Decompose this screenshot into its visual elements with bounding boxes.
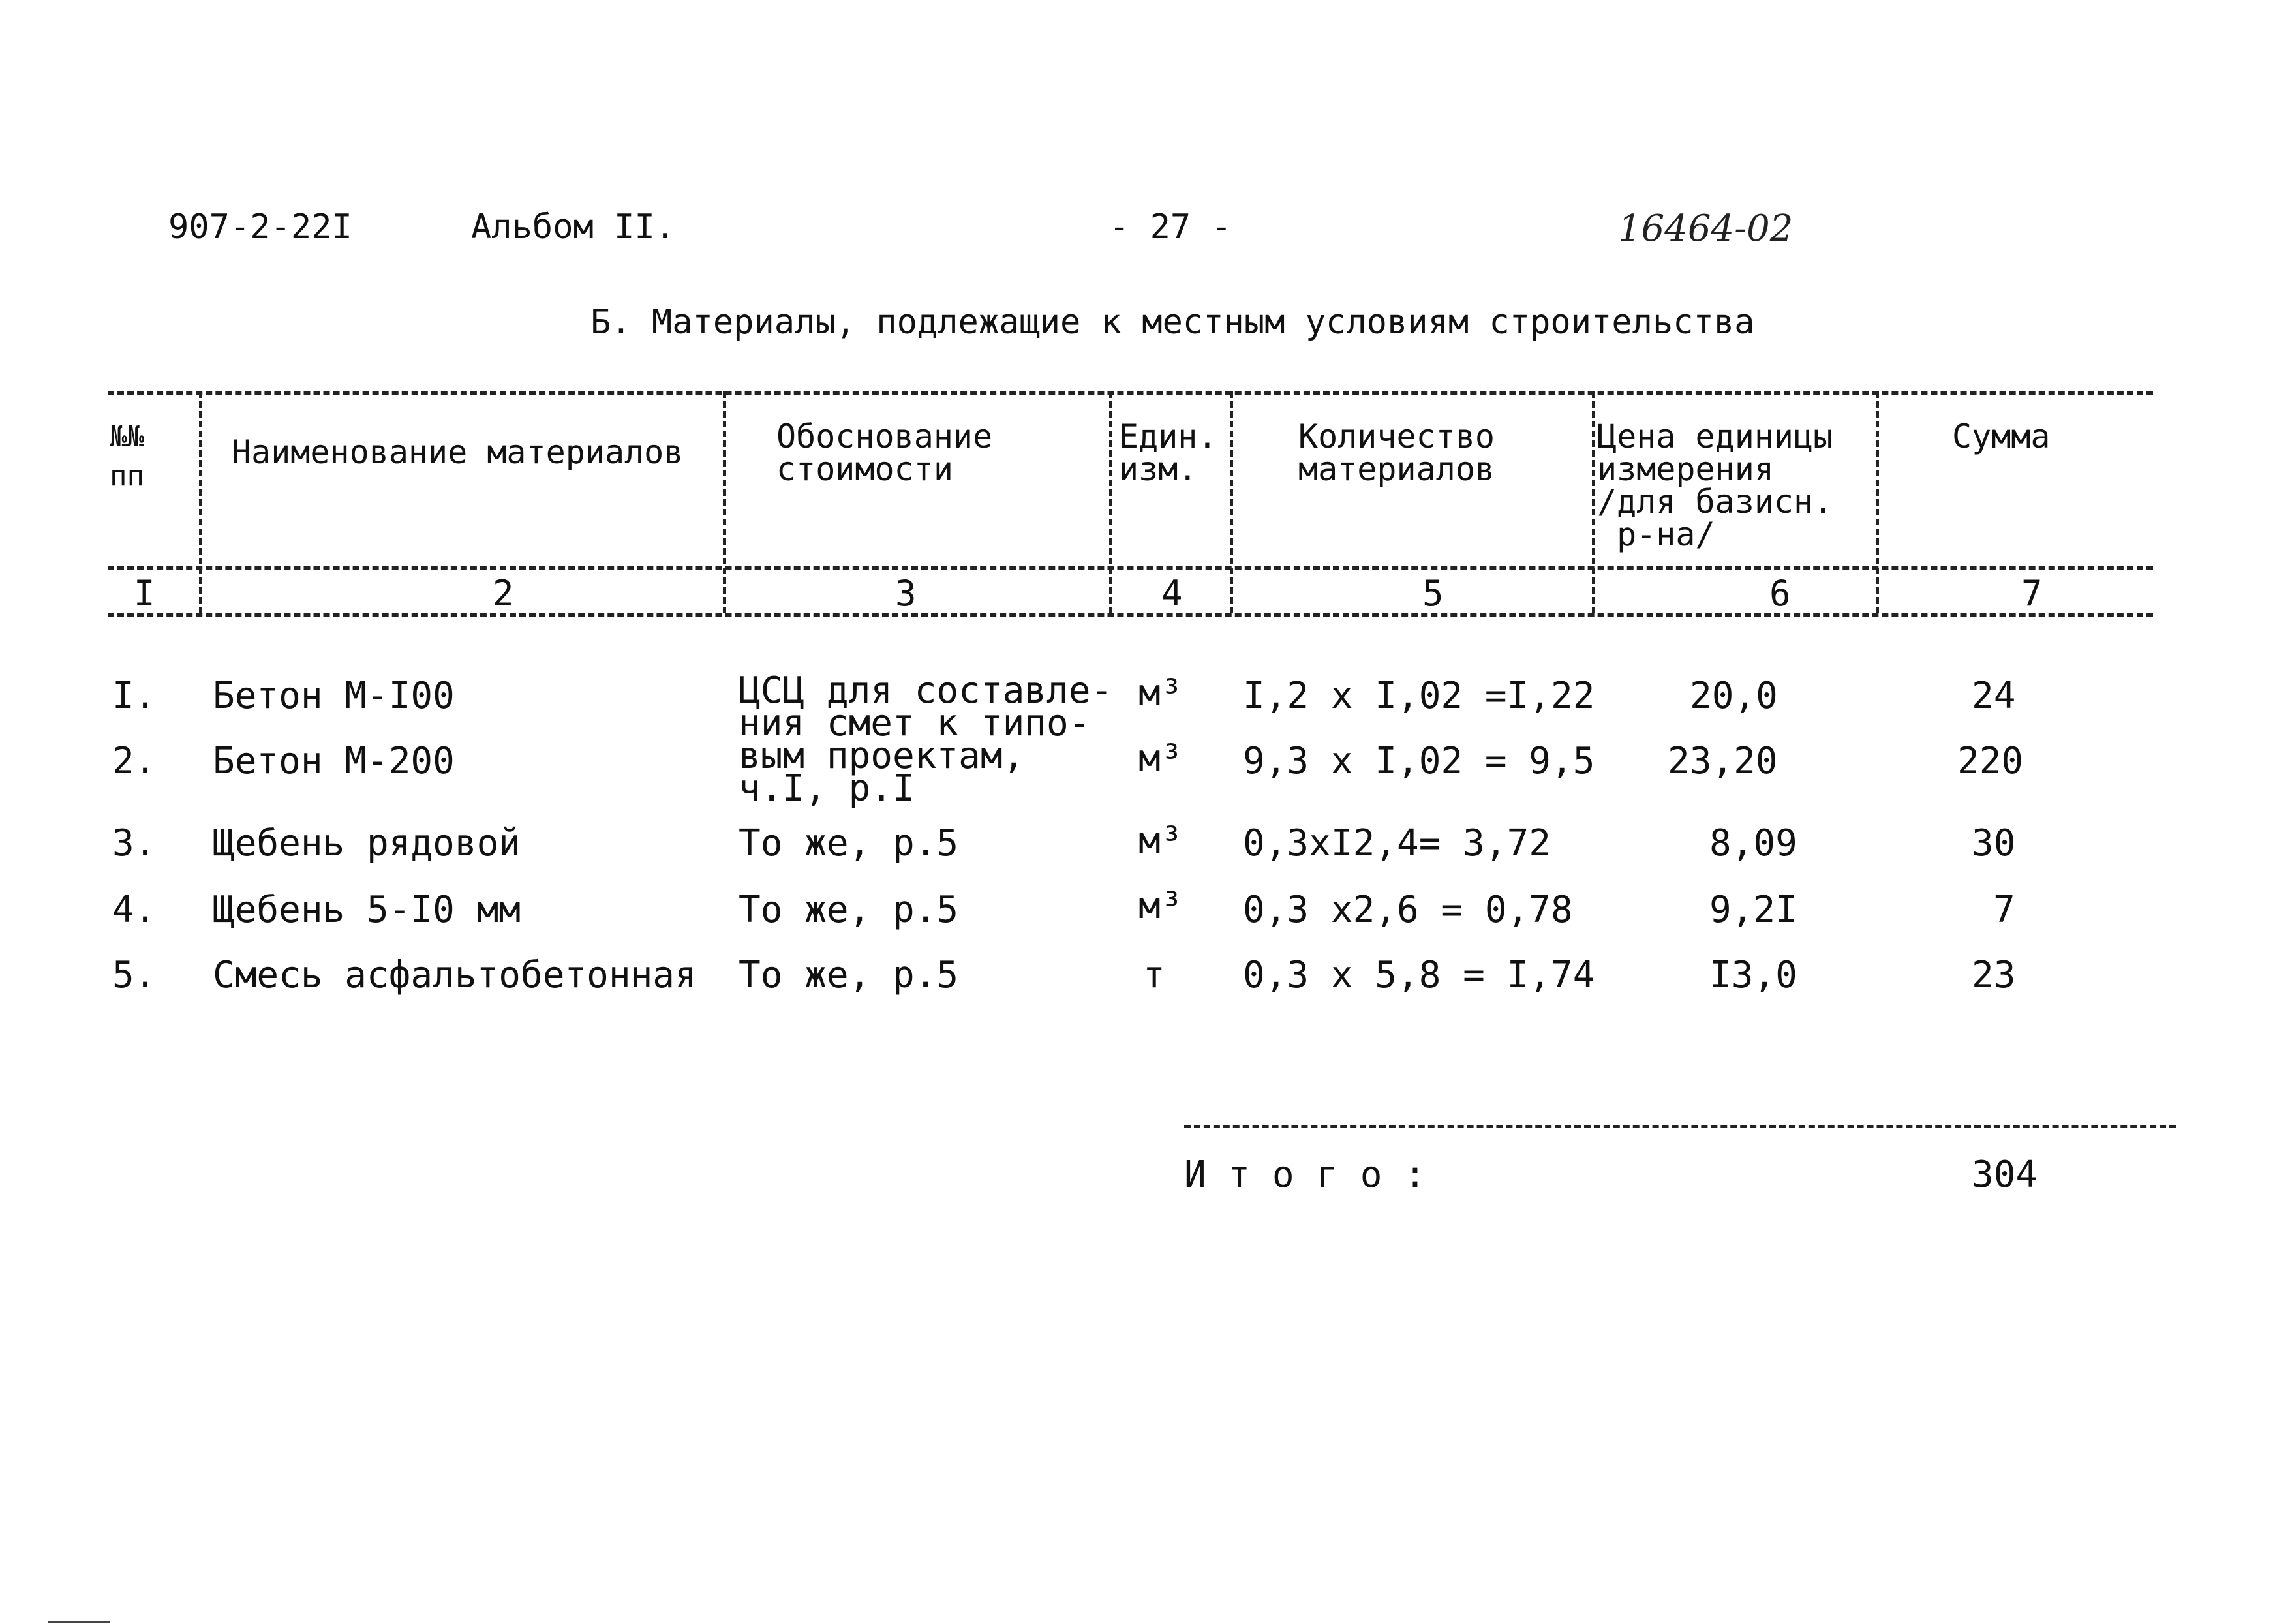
unit-price: I3,0 xyxy=(1709,954,1797,996)
material-name: Смесь асфальтобетонная xyxy=(213,954,697,996)
col-divider-2 xyxy=(723,391,726,613)
unit-price: 9,2I xyxy=(1709,889,1797,931)
quantity: 0,3 х2,6 = 0,78 xyxy=(1243,889,1573,931)
col-number-7: 7 xyxy=(2021,573,2043,614)
unit-price: 23,20 xyxy=(1668,740,1778,782)
page-title: Б. Материалы, подлежащие к местным условиям строительства xyxy=(590,303,1755,342)
row-number: 5. xyxy=(112,954,157,996)
col-divider-4 xyxy=(1230,391,1233,613)
quantity: 0,3хI2,4= 3,72 xyxy=(1243,822,1551,865)
cost-basis: То же, р.5 xyxy=(739,889,959,931)
unit: т xyxy=(1143,954,1165,996)
row-number: 2. xyxy=(112,740,157,782)
col-divider-6 xyxy=(1876,391,1879,613)
col-number-5: 5 xyxy=(1422,573,1444,614)
col-header-unit: Един. изм. xyxy=(1119,418,1217,488)
unit-price: 8,09 xyxy=(1709,822,1797,865)
col-header-sum: Сумма xyxy=(1952,418,2051,455)
doc-code: 907-2-22I xyxy=(168,207,352,247)
row-number: I. xyxy=(112,675,157,717)
cost-basis: То же, р.5 xyxy=(739,822,959,865)
unit: м³ xyxy=(1138,820,1183,862)
col-header-price: Цена единицы измерения /для базисн. р-на/ xyxy=(1597,418,1833,553)
col-number-2: 2 xyxy=(493,573,514,614)
total-value: 304 xyxy=(1972,1154,2038,1196)
col-number-1: I xyxy=(134,573,155,614)
sum: 7 xyxy=(1993,889,2015,931)
material-name: Бетон М-I00 xyxy=(213,675,455,717)
cost-basis-shared: ЦСЦ для составле- ния смет к типо- вым проектам, ч.I, р.I xyxy=(739,669,1113,810)
material-name: Бетон М-200 xyxy=(213,740,455,782)
material-name: Щебень рядовой xyxy=(213,822,521,865)
quantity: 9,3 х I,02 = 9,5 xyxy=(1243,740,1595,782)
col-divider-1 xyxy=(199,391,202,613)
material-name: Щебень 5-I0 мм xyxy=(213,889,521,931)
col-number-4: 4 xyxy=(1161,573,1183,614)
col-number-3: 3 xyxy=(895,573,917,614)
page-number: - 27 - xyxy=(1109,207,1232,247)
col-header-number: №№ пп xyxy=(110,420,144,493)
quantity: 0,3 х 5,8 = I,74 xyxy=(1243,954,1595,996)
total-label: И т о г о : xyxy=(1184,1154,1426,1196)
col-divider-3 xyxy=(1109,391,1112,613)
corner-mark xyxy=(48,1621,110,1623)
total-separator-line xyxy=(1184,1125,2176,1128)
sum: 220 xyxy=(1957,740,2024,782)
unit-price: 20,0 xyxy=(1690,675,1778,717)
quantity: I,2 х I,02 =I,22 xyxy=(1243,675,1595,717)
row-number: 3. xyxy=(112,822,157,865)
table-top-line xyxy=(108,391,2153,395)
header-separator-line xyxy=(108,566,2153,570)
sum: 23 xyxy=(1972,954,2016,996)
unit: м³ xyxy=(1138,672,1183,714)
cost-basis: То же, р.5 xyxy=(739,954,959,996)
col-number-6: 6 xyxy=(1769,573,1791,614)
row-number: 4. xyxy=(112,889,157,931)
unit: м³ xyxy=(1138,885,1183,927)
col-divider-5 xyxy=(1592,391,1595,613)
col-header-name: Наименование материалов xyxy=(232,433,684,471)
column-number-line xyxy=(108,613,2153,617)
album-label: Альбом II. xyxy=(471,207,676,247)
sum: 30 xyxy=(1972,822,2016,865)
sum: 24 xyxy=(1972,675,2016,717)
handwritten-code: 16464-02 xyxy=(1618,207,1794,250)
col-header-basis: Обоснование стоимости xyxy=(776,418,993,488)
col-header-quantity: Количество материалов xyxy=(1298,418,1495,488)
unit: м³ xyxy=(1138,737,1183,780)
